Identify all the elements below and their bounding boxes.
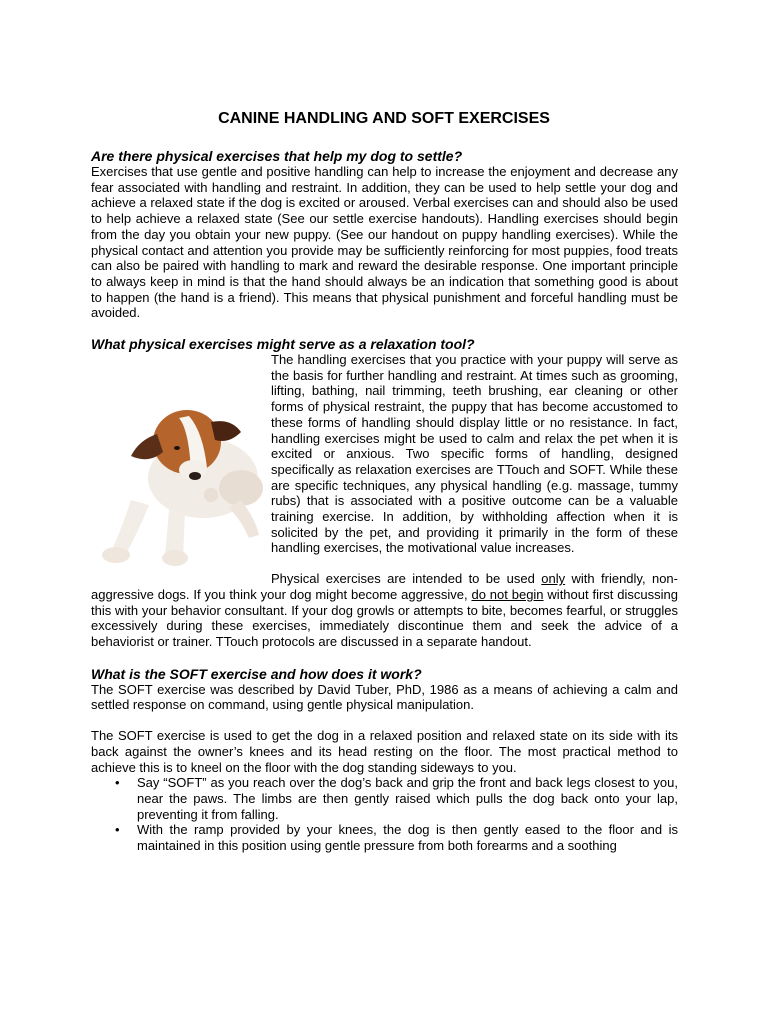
bullet-icon: • — [115, 822, 120, 838]
page-title: CANINE HANDLING AND SOFT EXERCISES — [218, 110, 550, 127]
underlined-only: only — [541, 571, 566, 587]
list-item: • With the ramp provided by your knees, the dog is then gently eased to the floor and is maintained in this position using gentle pressure from both forearms and a soothing — [115, 822, 678, 854]
paragraph-soft-method: The SOFT exercise is used to get the dog in a relaxed position and relaxed state on its side with its back against the owner’s knees and its head resting on the floor. The most practical method to achieve this is to kneel on the floor with the dog standing sideways to you. — [91, 728, 678, 775]
list-item: • Say “SOFT” as you reach over the dog’s back and grip the front and back legs closest to you, near the paws. The limbs are then gently raised which pulls the dog back onto your lap, preventing it from falling. — [115, 775, 678, 822]
section-heading-soft: What is the SOFT exercise and how does it work? — [91, 665, 422, 682]
section-heading-settle: Are there physical exercises that help my dog to settle? — [91, 148, 463, 164]
paragraph-relaxation-intro — [91, 352, 678, 556]
puppy-image — [91, 360, 263, 578]
paragraph-warning: Physical exercises are intended to be used only with friendly, non-aggressive dogs. If you think your dog might become aggressive, do not begin without first discussing this with your behavior consultant. If your dog growls or attempts to bite, becomes fearful, or struggles excessively during these exercises, immediately discontinue them and seek the advice of a behaviorist or trainer. TTouch protocols are discussed in a separate handout. — [91, 571, 678, 649]
section-heading-relaxation: What physical exercises might serve as a relaxation tool? — [91, 336, 475, 353]
soft-steps-list — [91, 775, 678, 854]
bullet-icon: • — [115, 775, 120, 791]
document-body — [91, 148, 678, 854]
underlined-do-not-begin: do not begin — [471, 586, 544, 602]
paragraph-relaxation-text: The handling exercises that you practice with your puppy will serve as the basis for further handling and restraint. At times such as grooming, lifting, bathing, nail trimming, teeth brushing, ear cleaning or other forms of physical restraint, the puppy that has become accustomed to these forms of handling should display little or no resistance. In fact, handling exercises might be used to calm and relax the pet when it is excited or anxious. Two specific forms of handling, designed specifically as relaxation exercises are TTouch and SOFT. While these are specific techniques, any physical handling (e.g. massage, tummy rubs) that is associated with a positive outcome can be a valuable training exercise. In addition, by withholding affection when it is solicited by the pet, and providing it primarily in the form of these handling exercises, the motivational value increases. — [271, 352, 678, 556]
paragraph-settle: Exercises that use gentle and positive handling can help to increase the enjoyment and decrease any fear associated with handling and restraint. In addition, they can be used to help settle your dog and achieve a relaxed state if the dog is excited or aroused. Verbal exercises can and should also be used to help achieve a relaxed state (See our settle exercise handouts). Handling exercises should begin from the day you obtain your new puppy. (See our handout on puppy handling exercises). While the physical contact and attention you provide may be sufficiently reinforcing for most puppies, food treats can also be paired with handling to mark and reward the desirable response. One important principle to always keep in mind is that the hand should always be an indication that something good is about to happen (the hand is a friend). This means that physical punishment and forceful handling must be avoided. — [91, 164, 678, 321]
paragraph-soft-intro: The SOFT exercise was described by David Tuber, PhD, 1986 as a means of achieving a calm and settled response on command, using gentle physical manipulation. — [91, 681, 678, 713]
